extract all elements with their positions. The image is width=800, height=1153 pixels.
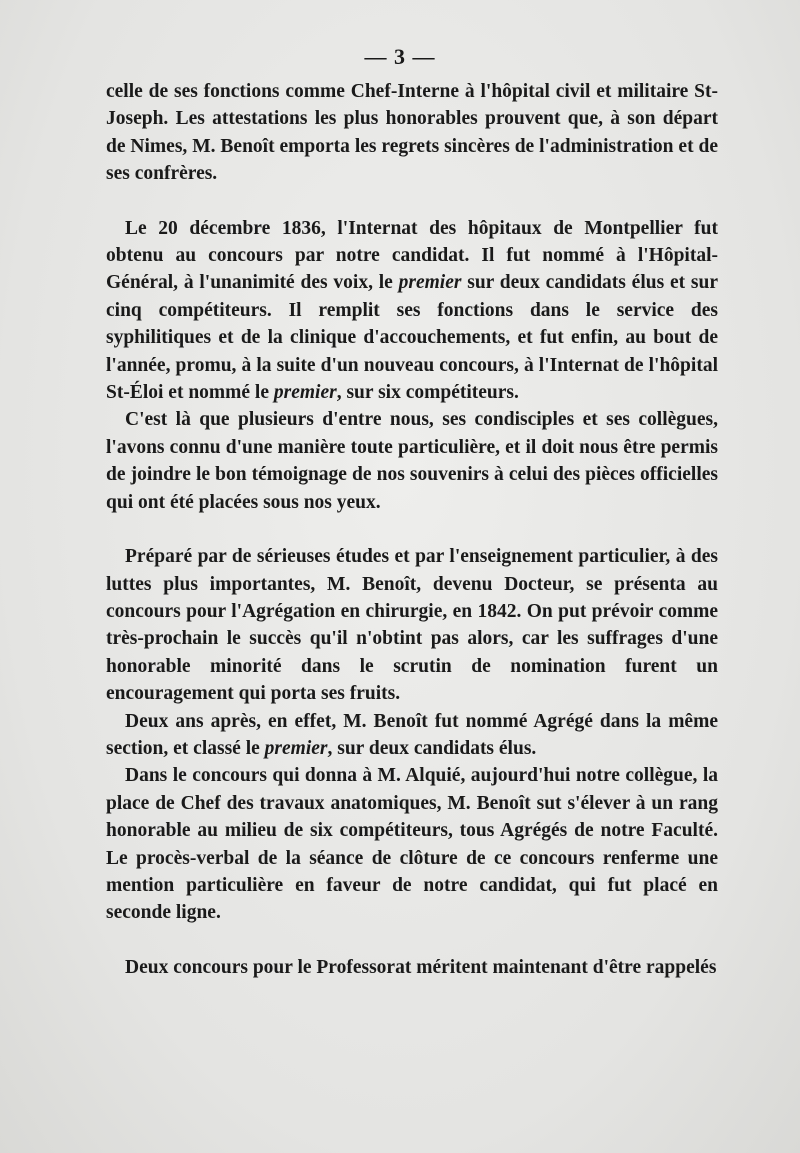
paragraph-3-text: C'est là que plusieurs d'entre nous, ses condisciples et ses collègues, l'avons connu d'une manière toute particulière, et il doit nous être permis de joindre le bon témoignage de nos souvenirs à celui des pièces officielles qui ont été placées sous nos yeux. [106, 409, 718, 513]
paragraph-6-text: Dans le concours qui donna à M. Alquié, aujourd'hui notre collègue, la place de Chef des travaux anatomiques, M. Benoît sut s'élever à un rang honorable au milieu de six compétiteurs, tous Agrégés de notre Faculté. Le procès-verbal de la séance de clôture de ce concours renferme une mention particulière en faveur de notre candidat, qui fut placé en seconde ligne. [106, 765, 718, 924]
body-text [106, 78, 718, 981]
paragraph-5-text-b: , sur deux candidats élus. [327, 737, 537, 759]
paragraph-5 [106, 708, 718, 763]
paragraph-3 [106, 406, 718, 516]
paragraph-2-italic-b: premier [273, 382, 337, 404]
paragraph-4 [106, 543, 718, 707]
paragraph-2-text-b: sur deux candidats élus et sur cinq compétiteurs. Il remplit ses fonctions dans le service des syphilitiques et de la clinique d'accouchements, et fut enfin, au bout de l'année, promu, à la suite d'un nouveau concours, à l'Internat de l'hôpital St-Éloi et nommé le [106, 272, 719, 404]
paragraph-2 [106, 215, 718, 407]
paragraph-2-text-c: , sur six compétiteurs. [336, 382, 519, 404]
paragraph-4-text: Préparé par de sérieuses études et par l'enseignement particulier, à des luttes plus importantes, M. Benoît, devenu Docteur, se présenta au concours pour l'Agrégation en chirurgie, en 1842. On put prévoir comme très-prochain le succès qu'il n'obtint pas alors, car les suffrages d'une honorable minorité dans le scrutin de nomination furent un encouragement qui porta ses fruits. [106, 546, 718, 705]
paragraph-7-text: Deux concours pour le Professorat méritent maintenant d'être rappelés [125, 956, 717, 978]
paragraph-7 [106, 954, 718, 981]
paragraph-1-text: celle de ses fonctions comme Chef-Interne à l'hôpital civil et militaire St-Joseph. Les attestations les plus honorables prouvent que, à son départ de Nimes, M. Benoît emporta les regrets sincères de l'administration et de ses confrères. [106, 81, 718, 185]
paragraph-6 [106, 762, 718, 926]
paragraph-5-italic: premier [264, 737, 328, 759]
paragraph-5-text-a: Deux ans après, en effet, M. Benoît fut nommé Agrégé dans la même section, et classé le [106, 710, 718, 759]
paragraph-2-italic-a: premier [398, 272, 462, 294]
paragraph-2-text-a: Le 20 décembre 1836, l'Internat des hôpitaux de Montpellier fut obtenu au concours par notre candidat. Il fut nommé à l'Hôpital-Général, à l'unanimité des voix, le [106, 217, 718, 294]
page-number: — 3 — [364, 44, 436, 69]
paragraph-1 [106, 78, 718, 188]
